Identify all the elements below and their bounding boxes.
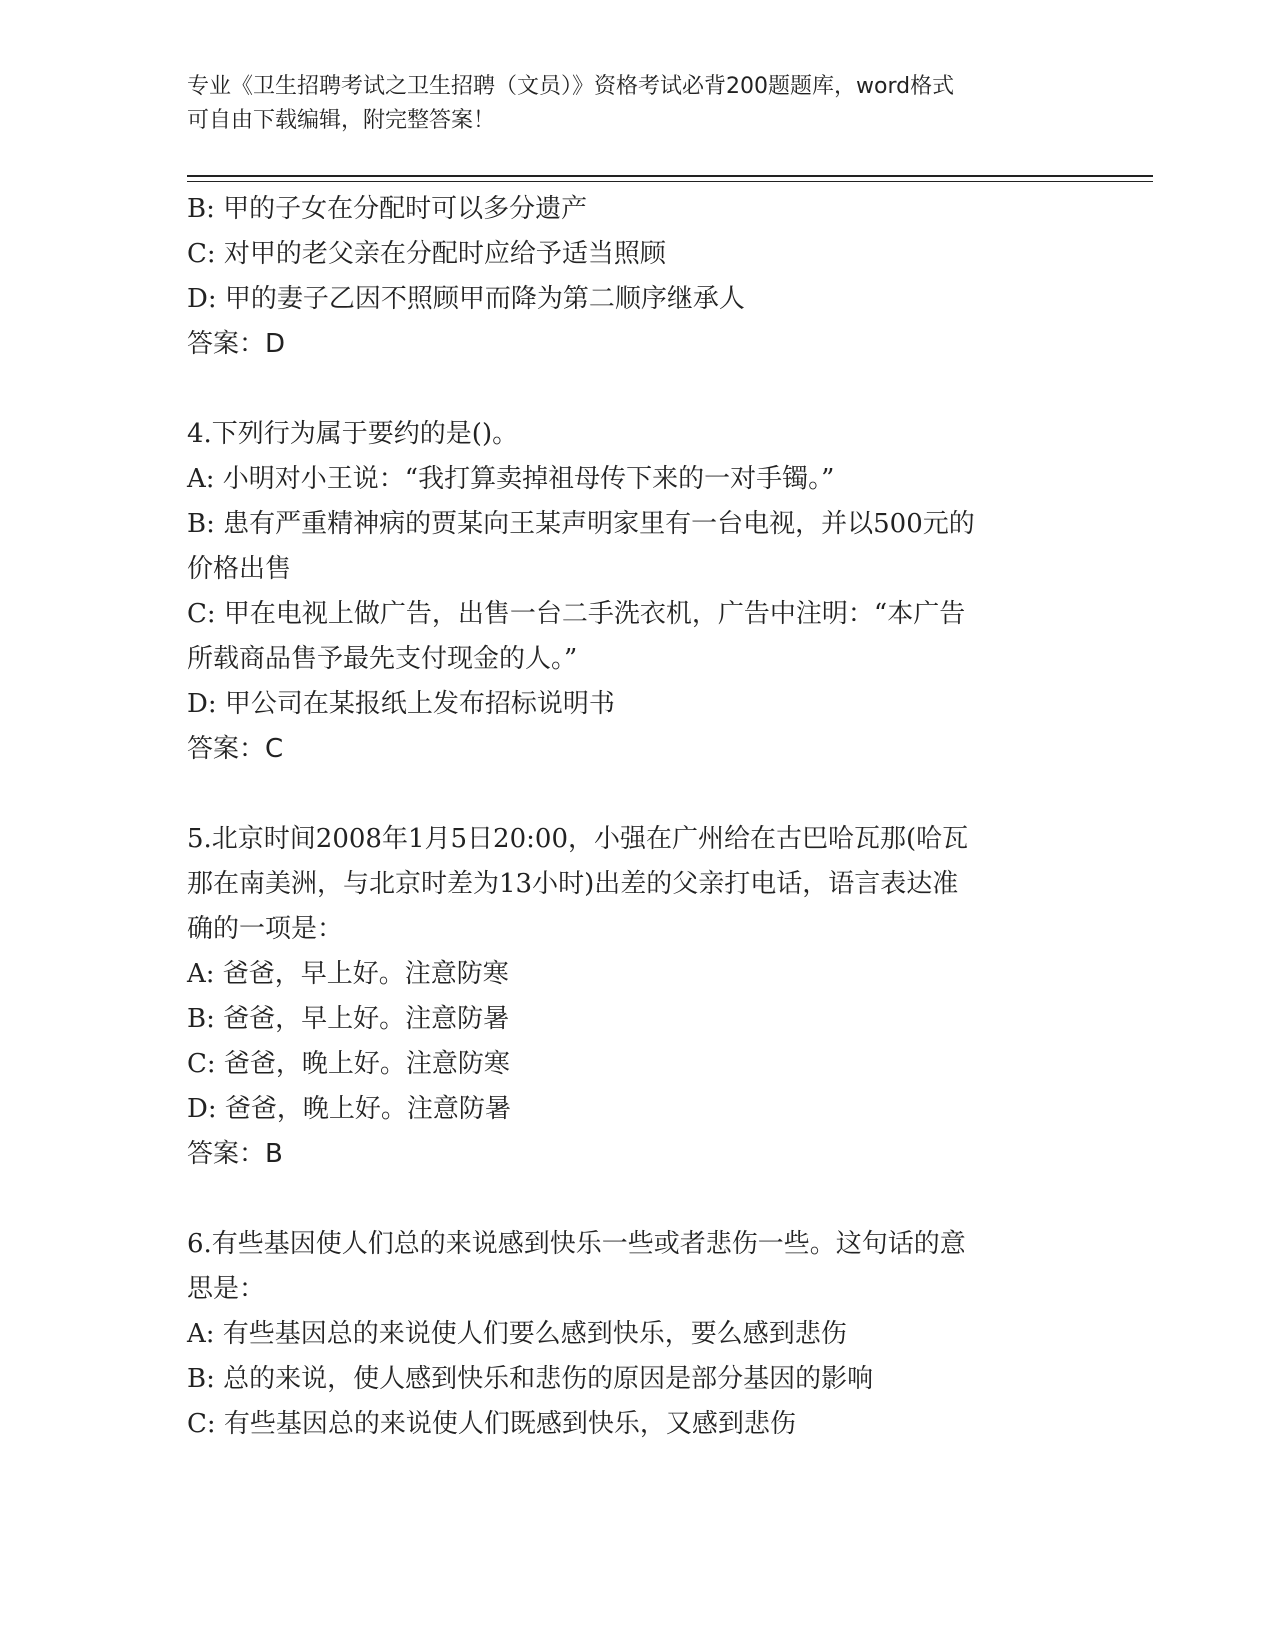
question-3-block (187, 187, 1087, 367)
q5-option-b: B: 爸爸，早上好。注意防暑 (187, 1004, 510, 1034)
q5-question-line-1: 5.北京时间2008年1月5日20:00，小强在广州给在古巴哈瓦那(哈瓦 (187, 824, 969, 854)
header-divider-thin (187, 181, 1153, 182)
q5-option-d: D: 爸爸，晚上好。注意防暑 (187, 1094, 511, 1124)
q5-question-line-2: 那在南美洲，与北京时差为13小时)出差的父亲打电话，语言表达准 (187, 869, 959, 899)
q5-question-line-3: 确的一项是： (187, 914, 344, 944)
q4-option-a: A: 小明对小王说：“我打算卖掉祖母传下来的一对手镯。” (187, 464, 835, 494)
q6-option-c: C: 有些基因总的来说使人们既感到快乐，又感到悲伤 (187, 1409, 796, 1439)
q6-question-line-1: 6.有些基因使人们总的来说感到快乐一些或者悲伤一些。这句话的意 (187, 1229, 966, 1259)
q5-option-c: C: 爸爸，晚上好。注意防寒 (187, 1049, 510, 1079)
document-header (187, 70, 1067, 138)
q3-option-c: C: 对甲的老父亲在分配时应给予适当照顾 (187, 239, 666, 269)
q4-option-c-line-1: C: 甲在电视上做广告，出售一台二手洗衣机，广告中注明：“本广告 (187, 599, 966, 629)
question-4-block (187, 412, 1087, 772)
q4-question: 4.下列行为属于要约的是()。 (187, 419, 519, 449)
q3-option-b: B: 甲的子女在分配时可以多分遗产 (187, 194, 588, 224)
q6-option-b: B: 总的来说，使人感到快乐和悲伤的原因是部分基因的影响 (187, 1364, 874, 1394)
question-5-block (187, 817, 1087, 1177)
q6-question-line-2: 思是： (187, 1274, 266, 1304)
q6-option-a: A: 有些基因总的来说使人们要么感到快乐，要么感到悲伤 (187, 1319, 847, 1349)
question-6-block (187, 1222, 1087, 1447)
q4-option-b-line-1: B: 患有严重精神病的贾某向王某声明家里有一台电视，并以500元的 (187, 509, 975, 539)
question-content (187, 187, 1087, 1447)
q5-option-a: A: 爸爸，早上好。注意防寒 (187, 959, 509, 989)
q4-option-b-line-2: 价格出售 (187, 554, 292, 584)
q4-option-d: D: 甲公司在某报纸上发布招标说明书 (187, 689, 615, 719)
q5-answer: 答案：B (187, 1139, 283, 1169)
header-divider-thick (187, 175, 1153, 177)
q3-option-d: D: 甲的妻子乙因不照顾甲而降为第二顺序继承人 (187, 284, 745, 314)
q4-answer: 答案：C (187, 734, 284, 764)
q3-answer: 答案：D (187, 329, 286, 359)
header-line-2: 可自由下载编辑，附完整答案！ (187, 108, 496, 133)
header-line-1: 专业《卫生招聘考试之卫生招聘（文员）》资格考试必背200题题库，word格式 (187, 74, 955, 99)
q4-option-c-line-2: 所载商品售予最先支付现金的人。” (187, 644, 578, 674)
